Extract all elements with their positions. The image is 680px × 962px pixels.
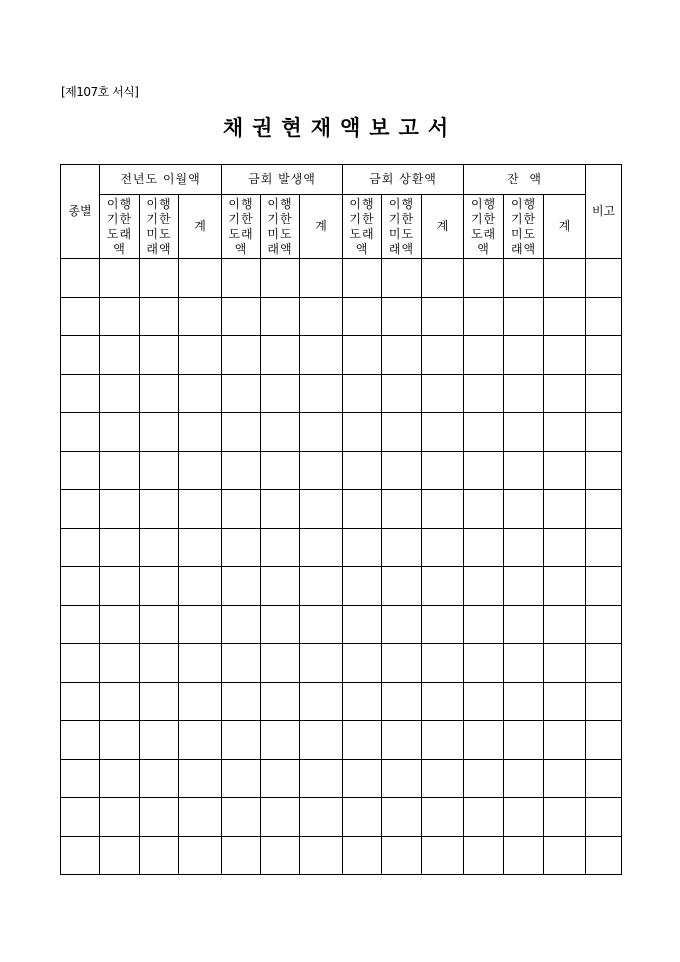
table-cell [422, 490, 464, 529]
table-cell [464, 374, 504, 413]
table-cell [100, 798, 140, 837]
sub-header-not-due [140, 195, 179, 259]
table-cell [422, 336, 464, 375]
table-cell [261, 605, 300, 644]
table-cell [343, 682, 382, 721]
table-cell [382, 451, 422, 490]
table-cell [100, 413, 140, 452]
table-cell [179, 721, 222, 760]
table-cell [100, 336, 140, 375]
table-cell [464, 682, 504, 721]
table-cell [504, 297, 544, 336]
table-cell [140, 605, 179, 644]
table-cell [140, 644, 179, 683]
table-cell [300, 297, 343, 336]
group-header-prior-year-carryover: 전년도 이월액 [100, 165, 222, 195]
table-cell [140, 567, 179, 606]
table-cell [179, 528, 222, 567]
table-cell [504, 605, 544, 644]
table-cell [261, 759, 300, 798]
table-cell [179, 413, 222, 452]
table-cell [343, 297, 382, 336]
table-cell [179, 682, 222, 721]
table-cell [261, 721, 300, 760]
table-cell [544, 374, 586, 413]
sub-header-total [300, 195, 343, 259]
table-cell [343, 336, 382, 375]
table-cell [544, 451, 586, 490]
table-cell [422, 798, 464, 837]
table-cell [140, 721, 179, 760]
table-cell [422, 297, 464, 336]
table-cell [140, 451, 179, 490]
table-row [61, 259, 622, 298]
table-cell [422, 644, 464, 683]
table-cell [61, 490, 100, 529]
table-cell [222, 567, 261, 606]
table-cell [222, 374, 261, 413]
table-cell [100, 605, 140, 644]
table-cell [544, 413, 586, 452]
table-cell [504, 567, 544, 606]
table-cell [261, 490, 300, 529]
table-row [61, 528, 622, 567]
table-cell [100, 297, 140, 336]
table-cell [422, 528, 464, 567]
table-cell [222, 413, 261, 452]
sub-header-not-due [382, 195, 422, 259]
table-cell [586, 336, 622, 375]
sub-header-due [100, 195, 140, 259]
table-cell [179, 567, 222, 606]
table-cell [61, 259, 100, 298]
table-cell [343, 374, 382, 413]
table-cell [100, 644, 140, 683]
table-cell [261, 297, 300, 336]
table-cell [586, 759, 622, 798]
table-cell [586, 490, 622, 529]
table-cell [544, 721, 586, 760]
table-cell [544, 836, 586, 875]
table-cell [464, 798, 504, 837]
table-cell [422, 836, 464, 875]
table-cell [61, 451, 100, 490]
table-cell [300, 567, 343, 606]
table-cell [586, 682, 622, 721]
table-cell [544, 528, 586, 567]
sub-header-total [179, 195, 222, 259]
table-cell [100, 528, 140, 567]
table-cell [382, 528, 422, 567]
table-cell [140, 836, 179, 875]
sub-header-total [422, 195, 464, 259]
table-cell [382, 682, 422, 721]
table-cell [464, 759, 504, 798]
table-cell [140, 413, 179, 452]
table-cell [261, 567, 300, 606]
table-cell [61, 682, 100, 721]
form-number: [제107호 서식] [61, 85, 139, 99]
table-cell [504, 336, 544, 375]
sub-header-label: 이행기한미도래액 [146, 196, 172, 256]
table-cell [300, 336, 343, 375]
table-cell [382, 374, 422, 413]
table-cell [179, 336, 222, 375]
table-cell [61, 567, 100, 606]
table-cell [343, 528, 382, 567]
table-cell [544, 682, 586, 721]
table-cell [179, 798, 222, 837]
table-cell [300, 259, 343, 298]
table-cell [140, 682, 179, 721]
table-cell [179, 259, 222, 298]
table-cell [222, 682, 261, 721]
table-cell [140, 374, 179, 413]
table-cell [504, 682, 544, 721]
table-cell [464, 644, 504, 683]
table-cell [140, 297, 179, 336]
table-cell [544, 336, 586, 375]
table-cell [504, 528, 544, 567]
table-cell [222, 259, 261, 298]
sub-header-row [61, 195, 622, 259]
table-row [61, 721, 622, 760]
sub-header-label: 이행기한도래액 [349, 196, 375, 256]
table-cell [61, 413, 100, 452]
sub-header-label: 계 [436, 219, 449, 233]
sub-header-label: 이행기한도래액 [106, 196, 133, 256]
table-row [61, 836, 622, 875]
table-cell [343, 451, 382, 490]
table-row [61, 374, 622, 413]
table-cell [586, 297, 622, 336]
table-cell [504, 798, 544, 837]
table-cell [544, 644, 586, 683]
table-row [61, 451, 622, 490]
table-cell [100, 567, 140, 606]
table-cell [300, 374, 343, 413]
table-cell [61, 721, 100, 760]
table-cell [100, 490, 140, 529]
table-row [61, 413, 622, 452]
sub-header-total [544, 195, 586, 259]
table-row [61, 682, 622, 721]
table-cell [382, 644, 422, 683]
table-cell [586, 567, 622, 606]
category-header: 종별 [61, 165, 100, 259]
table-cell [222, 336, 261, 375]
table-cell [261, 413, 300, 452]
document-title: 채권현재액보고서 [222, 115, 458, 140]
table-cell [140, 490, 179, 529]
table-cell [343, 567, 382, 606]
table-cell [100, 451, 140, 490]
table-cell [382, 413, 422, 452]
table-cell [586, 836, 622, 875]
table-cell [586, 528, 622, 567]
sub-header-due [464, 195, 504, 259]
table-cell [504, 721, 544, 760]
table-cell [61, 644, 100, 683]
table-cell [464, 297, 504, 336]
table-cell [464, 567, 504, 606]
table-cell [61, 297, 100, 336]
table-cell [464, 413, 504, 452]
group-header-row [61, 165, 622, 195]
table-cell [504, 490, 544, 529]
sub-header-due [343, 195, 382, 259]
table-cell [61, 798, 100, 837]
table-cell [343, 413, 382, 452]
sub-header-label: 이행기한미도래액 [267, 196, 293, 256]
ledger-body [61, 259, 622, 875]
table-cell [222, 297, 261, 336]
sub-header-label: 이행기한미도래액 [510, 196, 537, 256]
table-cell [382, 490, 422, 529]
table-cell [464, 451, 504, 490]
table-cell [222, 644, 261, 683]
sub-header-not-due [504, 195, 544, 259]
table-cell [179, 297, 222, 336]
table-cell [382, 836, 422, 875]
table-cell [586, 259, 622, 298]
table-cell [586, 374, 622, 413]
table-cell [261, 682, 300, 721]
table-cell [544, 490, 586, 529]
table-cell [100, 721, 140, 760]
table-cell [504, 413, 544, 452]
table-cell [140, 798, 179, 837]
table-cell [140, 336, 179, 375]
table-cell [222, 528, 261, 567]
group-header-balance: 잔 액 [464, 165, 586, 195]
table-cell [422, 567, 464, 606]
table-cell [544, 259, 586, 298]
table-cell [140, 528, 179, 567]
table-cell [100, 836, 140, 875]
table-cell [61, 759, 100, 798]
table-cell [464, 259, 504, 298]
table-cell [382, 259, 422, 298]
table-cell [300, 490, 343, 529]
table-cell [504, 644, 544, 683]
table-cell [504, 451, 544, 490]
table-cell [140, 759, 179, 798]
table-cell [422, 374, 464, 413]
table-cell [300, 528, 343, 567]
table-row [61, 336, 622, 375]
sub-header-not-due [261, 195, 300, 259]
table-cell [422, 451, 464, 490]
table-cell [464, 336, 504, 375]
table-cell [261, 451, 300, 490]
table-cell [100, 759, 140, 798]
sub-header-label: 이행기한도래액 [228, 196, 254, 256]
table-cell [343, 605, 382, 644]
table-cell [261, 644, 300, 683]
table-cell [464, 528, 504, 567]
table-cell [544, 798, 586, 837]
table-cell [222, 721, 261, 760]
table-cell [464, 605, 504, 644]
table-cell [343, 721, 382, 760]
remarks-header: 비고 [586, 165, 622, 259]
table-cell [422, 759, 464, 798]
table-cell [261, 798, 300, 837]
table-cell [261, 374, 300, 413]
table-cell [100, 374, 140, 413]
table-row [61, 490, 622, 529]
receivables-balance-table [60, 164, 622, 875]
table-cell [300, 836, 343, 875]
table-cell [222, 490, 261, 529]
table-cell [140, 259, 179, 298]
table-cell [464, 721, 504, 760]
table-cell [261, 259, 300, 298]
table-cell [61, 605, 100, 644]
table-cell [544, 567, 586, 606]
table-cell [382, 605, 422, 644]
table-cell [586, 798, 622, 837]
table-cell [261, 528, 300, 567]
table-cell [422, 721, 464, 760]
table-cell [504, 836, 544, 875]
table-cell [422, 259, 464, 298]
table-cell [422, 413, 464, 452]
table-cell [382, 567, 422, 606]
table-cell [504, 374, 544, 413]
table-cell [586, 644, 622, 683]
table-cell [504, 759, 544, 798]
table-cell [422, 682, 464, 721]
table-cell [586, 413, 622, 452]
table-cell [61, 374, 100, 413]
table-cell [422, 605, 464, 644]
table-cell [100, 682, 140, 721]
table-cell [179, 451, 222, 490]
table-cell [61, 528, 100, 567]
table-cell [300, 682, 343, 721]
sub-header-label: 계 [315, 219, 327, 233]
table-cell [544, 759, 586, 798]
sub-header-due [222, 195, 261, 259]
table-cell [300, 644, 343, 683]
table-cell [382, 297, 422, 336]
table-cell [343, 759, 382, 798]
table-row [61, 759, 622, 798]
table-cell [261, 336, 300, 375]
table-row [61, 644, 622, 683]
group-header-current-issued: 금회 발생액 [222, 165, 343, 195]
table-cell [300, 413, 343, 452]
table-cell [544, 605, 586, 644]
table-cell [586, 605, 622, 644]
table-cell [261, 836, 300, 875]
table-row [61, 297, 622, 336]
table-cell [100, 259, 140, 298]
table-cell [343, 798, 382, 837]
table-cell [179, 644, 222, 683]
table-cell [222, 836, 261, 875]
table-cell [586, 721, 622, 760]
table-cell [222, 451, 261, 490]
table-cell [382, 759, 422, 798]
table-cell [222, 759, 261, 798]
table-cell [179, 759, 222, 798]
table-cell [464, 836, 504, 875]
table-cell [222, 605, 261, 644]
group-header-current-repaid: 금회 상환액 [343, 165, 464, 195]
table-cell [300, 605, 343, 644]
table-cell [222, 798, 261, 837]
table-cell [382, 798, 422, 837]
table-cell [300, 721, 343, 760]
table-cell [343, 644, 382, 683]
table-cell [504, 259, 544, 298]
table-cell [61, 836, 100, 875]
sub-header-label: 계 [558, 219, 571, 233]
table-cell [382, 336, 422, 375]
table-cell [382, 721, 422, 760]
table-cell [343, 490, 382, 529]
table-cell [343, 836, 382, 875]
table-cell [61, 336, 100, 375]
table-row [61, 605, 622, 644]
sub-header-label: 이행기한도래액 [470, 196, 497, 256]
table-cell [300, 451, 343, 490]
table-cell [300, 798, 343, 837]
table-cell [544, 297, 586, 336]
table-cell [179, 836, 222, 875]
table-cell [179, 605, 222, 644]
sub-header-label: 이행기한미도래액 [388, 196, 415, 256]
table-cell [179, 374, 222, 413]
table-row [61, 798, 622, 837]
table-row [61, 567, 622, 606]
table-cell [586, 451, 622, 490]
table-cell [464, 490, 504, 529]
sub-header-label: 계 [194, 219, 206, 233]
table-cell [300, 759, 343, 798]
table-cell [343, 259, 382, 298]
table-cell [179, 490, 222, 529]
